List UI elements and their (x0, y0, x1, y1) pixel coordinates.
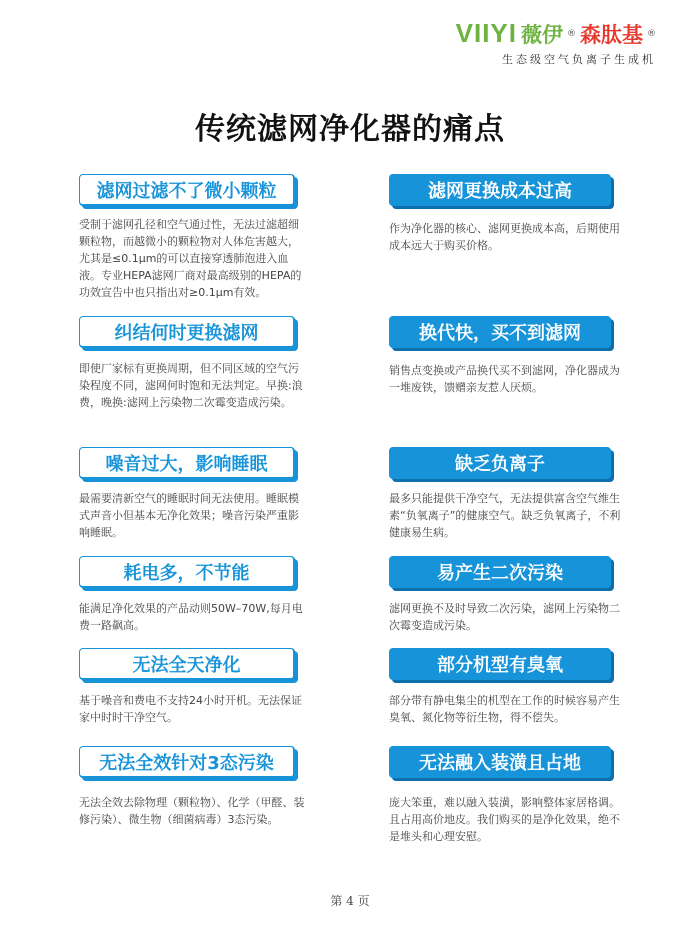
pain-point-label: 无法全效针对3态污染 (79, 746, 295, 778)
pain-point-label: 耗电多，不节能 (79, 556, 295, 588)
pain-point-desc: 销售点变换或产品换代买不到滤网，净化器成为一堆废铁，馈赠亲友惹人厌烦。 (389, 364, 620, 394)
pain-point-label: 滤网更换成本过高 (389, 174, 611, 206)
brand-name-en: VIIYI (455, 18, 517, 48)
pain-point-label: 无法全天净化 (79, 648, 295, 680)
pain-point-label: 换代快，买不到滤网 (389, 316, 611, 348)
pain-point-desc: 作为净化器的核心、滤网更换成本高，后期使用成本远大于购买价格。 (389, 222, 620, 252)
pain-point-label: 缺乏负离子 (389, 447, 611, 479)
pain-point-label: 部分机型有臭氧 (389, 648, 611, 680)
pain-point-desc: 最需要清新空气的睡眠时间无法使用。睡眠模式声音小但基本无净化效果；噪音污染严重影响睡眠。 (79, 492, 299, 539)
pain-point-label: 纠结何时更换滤网 (79, 316, 295, 348)
pain-point-desc: 即使厂家标有更换周期，但不同区域的空气污染程度不同，滤网何时饱和无法判定。早换:浪费，晚换:滤网上污染物二次霉变造成污染。 (79, 362, 303, 409)
pain-point-desc: 受制于滤网孔径和空气通过性，无法过滤超细颗粒物，而越微小的颗粒物对人体危害越大，尤其是≤0.1μm的可以直接穿透肺泡进入血液。专业HEPA滤网厂商对最高级别的HEPA的功效宣告中也只指出对≥0.1μm有效。 (79, 218, 302, 299)
pain-point-label: 易产生二次污染 (389, 556, 611, 588)
pain-point-desc: 能满足净化效果的产品动则50W–70W,每月电费一路飙高。 (79, 602, 303, 632)
page-number: 第 4 页 (330, 894, 370, 908)
brand-tagline: 生态级空气负离子生成机 (502, 53, 656, 66)
brand-name-cn-2: 森肽基 (580, 22, 643, 47)
brand-logo: VIIYI 薇伊 ® 森肽基 ® 生态级空气负离子生成机 (455, 18, 656, 66)
pain-point-label: 无法融入装潢且占地 (389, 746, 611, 778)
pain-point-desc: 基于噪音和费电不支持24小时开机。无法保证家中时时干净空气。 (79, 694, 302, 724)
pain-point-desc: 部分带有静电集尘的机型在工作的时候容易产生臭氧、氮化物等衍生物，得不偿失。 (389, 694, 620, 724)
brand-name-cn: 薇伊 (521, 22, 563, 47)
pain-point-desc: 最多只能提供干净空气，无法提供富含空气维生素“负氧离子”的健康空气。缺乏负氧离子，不利健康易生病。 (389, 492, 621, 539)
page-title: 传统滤网净化器的痛点 (195, 112, 505, 147)
pain-point-label: 滤网过滤不了微小颗粒 (79, 174, 295, 206)
pain-point-label: 噪音过大，影响睡眠 (79, 447, 295, 479)
pain-point-desc: 滤网更换不及时导致二次污染，滤网上污染物二次霉变造成污染。 (389, 602, 620, 632)
pain-point-desc: 庞大笨重，难以融入装潢，影响整体家居格调。且占用高价地皮。我们购买的是净化效果，绝不是堆头和心理安慰。 (389, 796, 620, 843)
pain-point-desc: 无法全效去除物理（颗粒物）、化学（甲醛、装修污染）、微生物（细菌病毒）3态污染。 (79, 796, 305, 826)
